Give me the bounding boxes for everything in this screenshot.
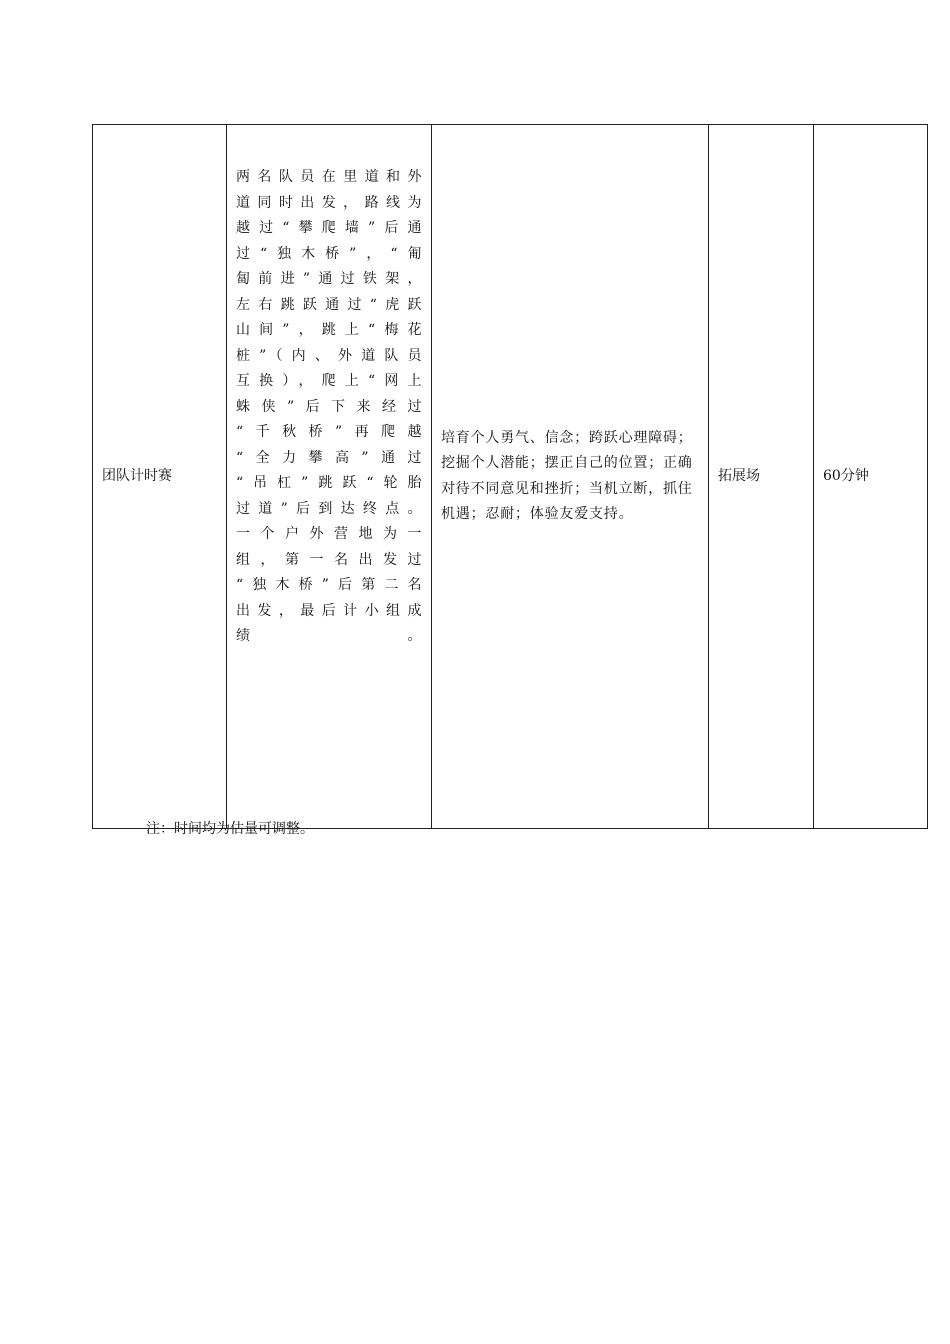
activity-table [92,124,928,829]
method-line: 绩。 [236,628,422,644]
method-line: 山间”，跳上“梅花 [236,322,422,338]
activity-duration-cell [814,125,928,829]
method-line: 左右跳跃通过“虎跃 [236,296,422,313]
table-row [93,125,928,829]
method-line: “全力攀高”通过 [236,449,422,466]
method-line: 出发，最后计小组成 [236,602,422,619]
footnote: 注：时间均为估量可调整。 [146,821,314,837]
method-line: 组，第一名出发过 [236,551,422,568]
method-line: 桩”（内、外道队员 [236,347,422,364]
activity-duration: 60分钟 [823,467,869,484]
method-line: “吊杠”跳跃“轮胎 [236,475,422,491]
method-line: 蛛侠”后下来经过 [236,398,422,415]
activity-name: 团队计时赛 [102,467,172,484]
activity-purpose-cell [432,125,709,829]
method-line: 过“独木桥”，“匍 [236,245,422,262]
activity-venue: 拓展场 [718,467,760,484]
method-line: 道同时出发，路线为 [236,194,422,211]
activity-venue-cell [709,125,814,829]
activity-name-cell [93,125,227,829]
method-line: 越过“攀爬墙”后通 [236,220,422,236]
activity-purpose-text: 培育个人勇气、信念；跨跃心理障碍；挖掘个人潜能；摆正自己的位置；正确对待不同意见和挫折；当机立断，抓住机遇；忍耐；体验友爱支持。 [441,429,693,522]
method-line: 互换），爬上“网上 [236,373,422,389]
method-line: 一个户外营地为一 [236,526,422,542]
method-line: 过道”后到达终点。 [236,500,422,517]
method-line: “独木桥”后第二名 [236,577,422,593]
method-line: 匐前进”通过铁架， [236,271,422,287]
method-line: 两名队员在里道和外 [236,169,422,185]
activity-method-text [236,165,422,650]
activity-method-cell [227,125,432,829]
method-line: “千秋桥”再爬越 [236,424,422,440]
